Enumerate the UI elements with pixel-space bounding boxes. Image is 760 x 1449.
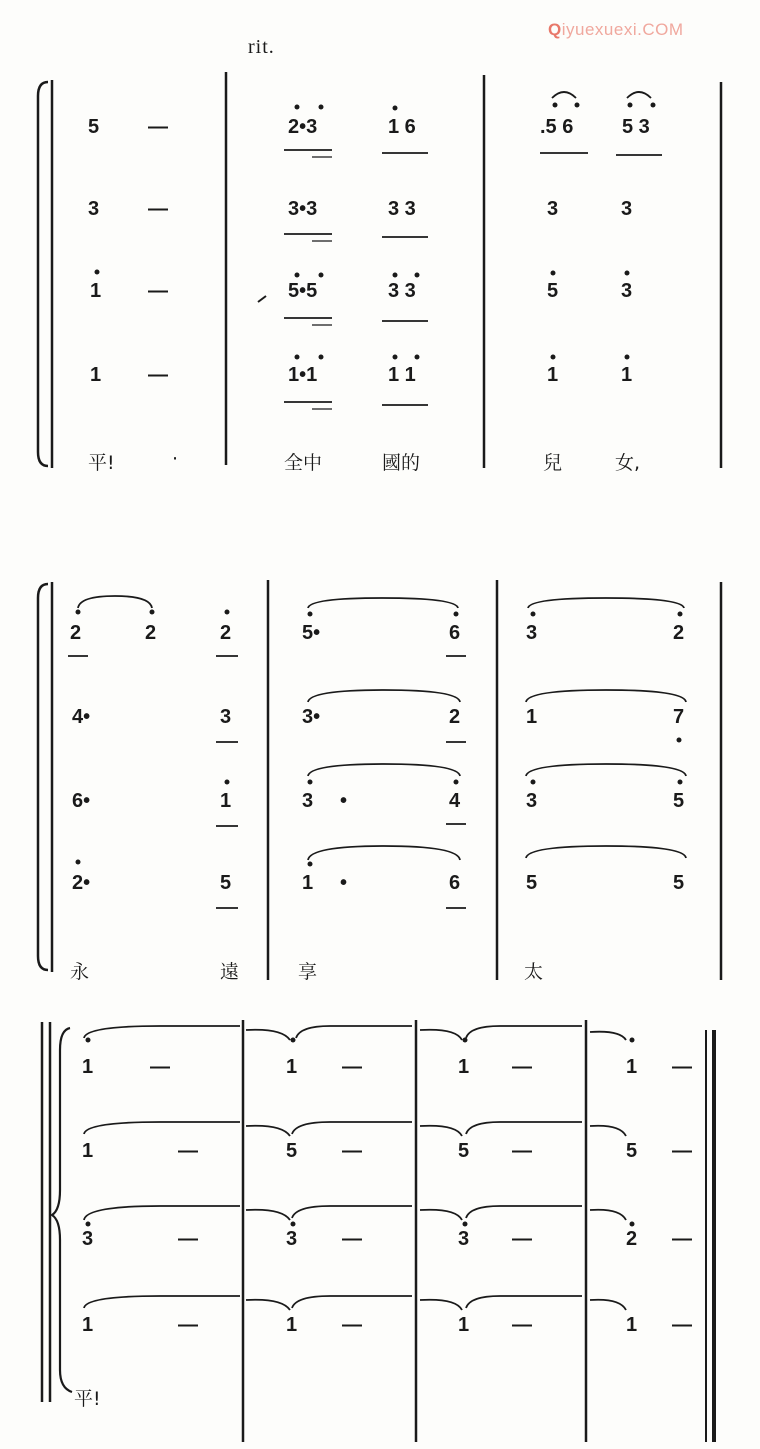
note: 1 [82, 1140, 94, 1162]
score-system-3 [0, 1010, 760, 1449]
note: 3 [547, 198, 559, 220]
dash: — [672, 1228, 692, 1250]
note: 5 [626, 1140, 638, 1162]
note: 3 [88, 198, 100, 220]
note: 5 [458, 1140, 470, 1162]
note-group: 3•3 [288, 198, 318, 220]
lyric: 兒 [543, 452, 563, 474]
note: 1 [458, 1314, 470, 1336]
dash: — [148, 198, 168, 220]
note: 1 [286, 1056, 298, 1078]
dash: — [512, 1314, 532, 1336]
dash: — [178, 1140, 198, 1162]
note: 2 [673, 622, 685, 644]
dash: — [342, 1228, 362, 1250]
dot: • [340, 790, 348, 812]
note: 1 [526, 706, 538, 728]
note: 1 [626, 1314, 638, 1336]
note: 2 [626, 1228, 638, 1250]
note: 1 [82, 1314, 94, 1336]
note: 3 [621, 280, 633, 302]
note: 1 [286, 1314, 298, 1336]
note: 2 [145, 622, 157, 644]
note: 3 [526, 790, 538, 812]
system-3-lines [0, 1010, 760, 1449]
watermark-text: iyuexuexi.COM [561, 20, 684, 39]
dash: — [512, 1056, 532, 1078]
tempo-marking: rit. [248, 36, 275, 58]
note-group: 1 6 [388, 116, 416, 138]
note: 3 [220, 706, 232, 728]
note: 7 [673, 706, 685, 728]
note: 1 [220, 790, 232, 812]
note-group: 3 3 [388, 198, 416, 220]
dash: — [512, 1140, 532, 1162]
dash: — [342, 1140, 362, 1162]
note: 5 [220, 872, 232, 894]
note: 2• [72, 872, 91, 894]
note: 1 [82, 1056, 94, 1078]
note: 3 [302, 790, 314, 812]
note: 5 [526, 872, 538, 894]
note: 1 [302, 872, 314, 894]
note: 1 [621, 364, 633, 386]
note: 3 [526, 622, 538, 644]
note: 5• [302, 622, 321, 644]
note-group: 3 3 [388, 280, 416, 302]
dash: — [148, 364, 168, 386]
dash: — [342, 1314, 362, 1336]
lyric-mark: · [172, 448, 179, 470]
dash: — [672, 1140, 692, 1162]
note: 5 [547, 280, 559, 302]
note: 3 [82, 1228, 94, 1250]
lyric: 永 [70, 961, 90, 983]
note-group: .5 6 [540, 116, 574, 138]
note: 5 [673, 872, 685, 894]
watermark-logo: Q [548, 20, 562, 39]
note: 1 [90, 280, 102, 302]
note: 2 [449, 706, 461, 728]
score-system-2 [0, 560, 760, 990]
note: 1 [626, 1056, 638, 1078]
dash: — [178, 1314, 198, 1336]
note: 6 [449, 622, 461, 644]
note-group: 1 1 [388, 364, 416, 386]
note-group: 1•1 [288, 364, 318, 386]
note: 3 [621, 198, 633, 220]
note-group: 2•3 [288, 116, 318, 138]
note: 1 [547, 364, 559, 386]
note: 6 [449, 872, 461, 894]
dash: — [148, 280, 168, 302]
note: 2 [70, 622, 82, 644]
lyric: 國的 [382, 452, 421, 474]
note: 5 [286, 1140, 298, 1162]
note: 1 [458, 1056, 470, 1078]
system-2-lines [0, 560, 760, 990]
lyric: 太 [524, 961, 544, 983]
note: 3 [286, 1228, 298, 1250]
score-system-1 [0, 0, 760, 480]
dash: — [672, 1056, 692, 1078]
note: 4 [449, 790, 461, 812]
note: 3• [302, 706, 321, 728]
note: 3 [458, 1228, 470, 1250]
dash: — [342, 1056, 362, 1078]
lyric: 女, [615, 452, 641, 474]
note: 4• [72, 706, 91, 728]
dot: • [340, 872, 348, 894]
lyric: 全中 [284, 452, 323, 474]
note-group: 5 3 [622, 116, 650, 138]
dash: — [148, 116, 168, 138]
note: 1 [90, 364, 102, 386]
dash: — [512, 1228, 532, 1250]
note-group: 5•5 [288, 280, 318, 302]
dash: — [672, 1314, 692, 1336]
note: 6• [72, 790, 91, 812]
lyric: 遠 [220, 961, 240, 983]
note: 5 [673, 790, 685, 812]
note: 5 [88, 116, 100, 138]
note: 2 [220, 622, 232, 644]
lyric: 享 [298, 961, 318, 983]
lyric: 平! [74, 1388, 101, 1410]
lyric: 平! [88, 452, 115, 474]
system-1-lines [0, 0, 760, 480]
dash: — [150, 1056, 170, 1078]
dash: — [178, 1228, 198, 1250]
